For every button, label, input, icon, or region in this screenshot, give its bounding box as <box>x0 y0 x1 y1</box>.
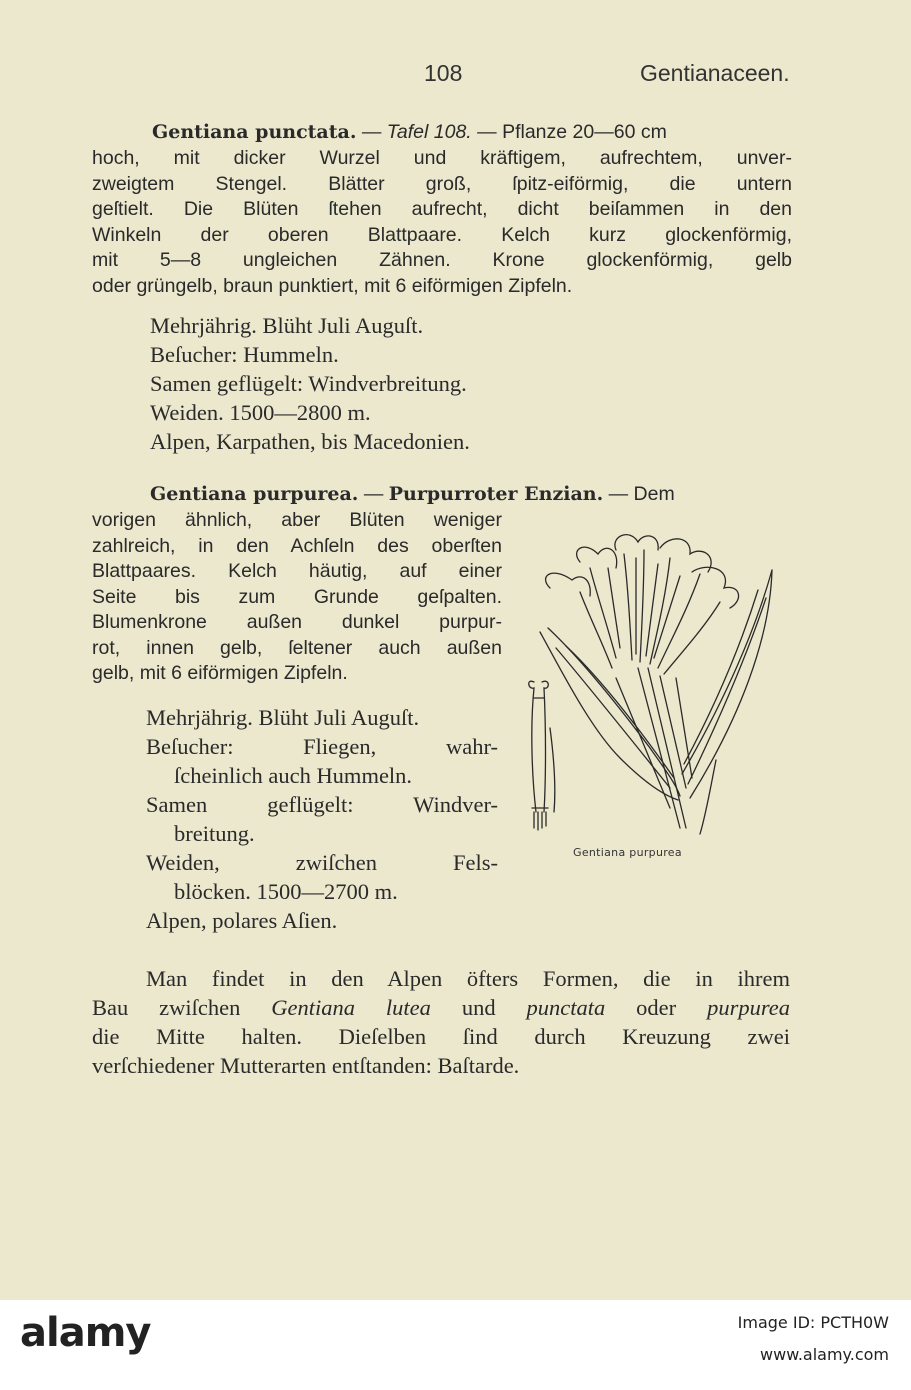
figure-caption: Gentiana purpurea <box>573 846 682 859</box>
entry2-fact: Weiden, zwiſchen Fels- <box>146 850 498 875</box>
entry1-dash: — <box>356 121 387 143</box>
entry1-fact: Alpen, Karpathen, bis Macedonien. <box>150 429 470 454</box>
closing-line: Man findet in den Alpen öfters Formen, die in ihrem <box>146 966 790 991</box>
leaf-left <box>540 632 678 800</box>
entry2-facts <box>146 703 498 935</box>
entry2-fact: breitung. <box>174 821 255 846</box>
flower-petal <box>546 573 591 596</box>
entry2-name: Gentiana purpurea. <box>150 483 359 505</box>
flower-corolla <box>580 592 612 668</box>
entry2-common-name: Purpurroter Enzian. <box>388 483 604 505</box>
entry2-fact: blöcken. 1500—2700 m. <box>174 879 398 904</box>
alamy-logo: alamy <box>20 1310 151 1356</box>
entry2-desc-line: Blumenkrone außen dunkel purpur- <box>92 611 502 633</box>
entry2-fact: Samen geflügelt: Windver- <box>146 792 498 817</box>
closing-text: und <box>430 995 527 1020</box>
entry1-heading <box>152 120 667 146</box>
entry2-desc-line: zahlreich, in den Achſeln des oberſten <box>92 534 502 557</box>
leaf-tip <box>700 760 716 834</box>
section-title: Gentianaceen. <box>640 60 790 86</box>
entry2-fact: Mehrjährig. Blüht Juli Auguſt. <box>146 705 420 730</box>
entry1-desc-line: mit 5—8 ungleichen Zähnen. Krone glockenförmig, gelb <box>92 249 792 271</box>
flower-corolla <box>640 550 644 662</box>
species-lutea: Gentiana lutea <box>271 995 431 1020</box>
entry1-description <box>92 146 792 299</box>
leaf-right <box>682 570 772 774</box>
entry1-desc-line: Winkeln der oberen Blattpaare. Kelch kurz glockenförmig, <box>92 223 792 246</box>
leaf-right <box>690 570 772 798</box>
calyx-detail <box>542 681 548 812</box>
gentiana-purpurea-illustration <box>520 528 790 846</box>
species-punctata: punctata <box>526 995 606 1020</box>
flower-petal <box>577 547 617 568</box>
entry1-fact: Mehrjährig. Blüht Juli Auguſt. <box>150 313 424 338</box>
leaf-right-vein <box>684 590 758 764</box>
stem <box>638 668 680 828</box>
page-number: 108 <box>424 60 463 86</box>
entry1-desc-line: oder grüngelb, braun punktiert, mit 6 eiförmigen Zipfeln. <box>92 274 573 297</box>
entry2-fact: Beſucher: Fliegen, wahr- <box>146 734 498 759</box>
site-url: www.alamy.com <box>760 1345 889 1364</box>
closing-text: oder <box>605 995 708 1020</box>
stem-line <box>616 678 670 808</box>
image-id: Image ID: PCTH0W <box>737 1313 889 1332</box>
entry2-desc-line: vorigen ähnlich, aber Blüten weniger <box>92 509 502 531</box>
entry1-plate: Tafel 108. <box>386 121 472 143</box>
entry2-heading <box>150 482 792 508</box>
entry2-desc-line: gelb, mit 6 eiförmigen Zipfeln. <box>92 662 348 684</box>
flower-stripe <box>646 564 658 656</box>
entry2-dash: — <box>358 483 389 505</box>
entry2-desc-line: Blattpaares. Kelch häutig, auf einer <box>92 560 502 582</box>
entry1-fact: Beſucher: Hummeln. <box>150 342 339 367</box>
flower-corolla <box>624 554 632 660</box>
closing-line: verſchiedener Mutterarten entſtanden: Baſtarde. <box>92 1053 520 1078</box>
entry2-description <box>92 508 502 687</box>
closing-line <box>92 993 790 1022</box>
entry2-desc-first: — Dem <box>603 483 675 505</box>
entry1-desc-line: geſtielt. Die Blüten ſtehen aufrecht, dicht beiſammen in den <box>92 198 792 220</box>
entry1-fact: Weiden. 1500—2800 m. <box>150 400 371 425</box>
flower-corolla <box>658 574 700 668</box>
closing-line: die Mitte halten. Dieſelben ſind durch Kreuzung zwei <box>92 1024 790 1049</box>
entry1-desc-first: — Pflanze 20—60 cm <box>471 121 667 143</box>
entry2-fact: Alpen, polares Aſien. <box>146 908 338 933</box>
closing-paragraph <box>92 964 790 1080</box>
flower-petal <box>692 567 739 608</box>
calyx-detail <box>534 812 546 830</box>
closing-text: Bau zwiſchen <box>92 995 272 1020</box>
entry1-fact: Samen geflügelt: Windverbreitung. <box>150 371 467 396</box>
entry2-fact: ſcheinlich auch Hummeln. <box>174 763 413 788</box>
entry2-desc-line: rot, innen gelb, ſeltener auch außen <box>92 636 502 659</box>
entry1-desc-line: hoch, mit dicker Wurzel und kräftigem, aufrechtem, unver- <box>92 147 792 169</box>
flower-petal <box>615 535 658 550</box>
entry2-desc-line: Seite bis zum Grunde geſpalten. <box>92 585 502 608</box>
flower-stripe <box>654 576 680 658</box>
stem <box>648 668 686 828</box>
entry1-desc-line: zweigtem Stengel. Blätter groß, ſpitz-eiförmig, die untern <box>92 172 792 195</box>
species-purpurea: purpurea <box>707 995 790 1020</box>
entry1-facts <box>150 311 470 456</box>
leaf-left <box>548 628 680 796</box>
calyx-detail <box>529 681 536 812</box>
entry1-name: Gentiana punctata. <box>152 121 357 143</box>
calyx-detail <box>550 728 555 812</box>
